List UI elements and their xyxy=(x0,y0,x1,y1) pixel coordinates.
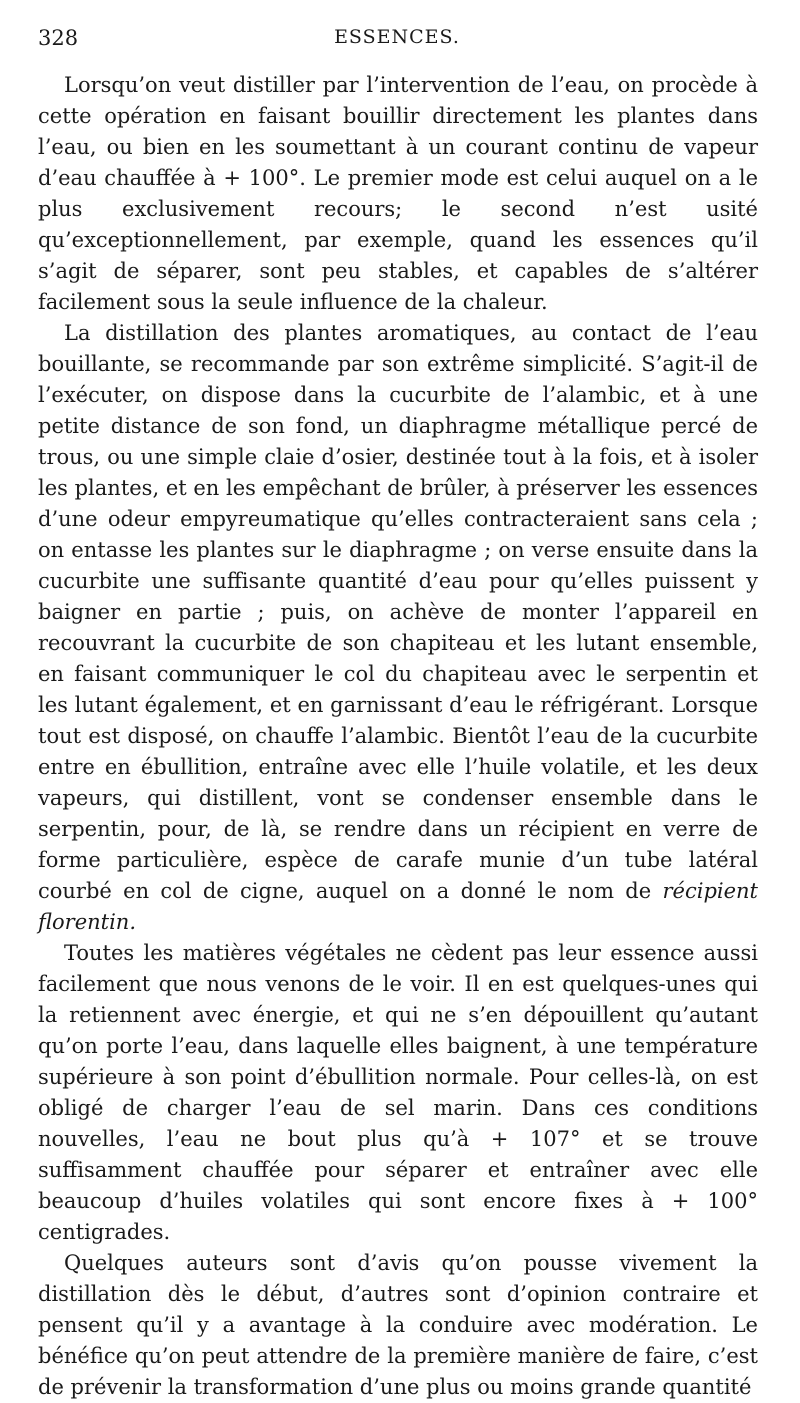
paragraph: Quelques auteurs sont d’avis qu’on pousse vivement la distillation dès le début, d’autres sont d’opinion contraire et pensent qu’il y a avantage à la conduire avec modération. Le bénéfice qu’on peut attendre de la première manière de faire, c’est de prévenir la transformation d’une plus ou moins grande quantité xyxy=(38,1251,758,1399)
paragraph: Toutes les matières végétales ne cèdent pas leur essence aussi facilement que nous venons de le voir. Il en est quelques-unes qui la retiennent avec énergie, et qui ne s’en dépouillent qu’autant qu’on porte l’eau, dans laquelle elles baignent, à une température supérieure à son point d’ébullition normale. Pour celles-là, on est obligé de charger l’eau de sel marin. Dans ces conditions nouvelles, l’eau ne bout plus qu’à + 107° et se trouve suffisamment chauffée pour séparer et entraîner avec elle beaucoup d’huiles volatiles qui sont encore fixes à + 100° centigrades. xyxy=(38,941,758,1244)
paragraph: Lorsqu’on veut distiller par l’intervention de l’eau, on procède à cette opération en faisant bouillir directement les plantes dans l’eau, ou bien en les soumettant à un courant continu de vapeur d’eau chauffée à + 100°. Le premier mode est celui auquel on a le plus exclusivement recours; le second n’est usité qu’exceptionnellement, par exemple, quand les essences qu’il s’agit de séparer, sont peu stables, et capables de s’altérer facilement sous la seule influence de la chaleur. xyxy=(38,73,758,314)
page-header xyxy=(38,26,756,60)
italic-term: récipient florentin. xyxy=(38,879,758,934)
body-text xyxy=(38,70,758,1403)
running-head: ESSENCES. xyxy=(334,26,460,48)
paragraph: La distillation des plantes aromatiques, au contact de l’eau bouillante, se recommande par son extrême simplicité. S’agit-il de l’exécuter, on dispose dans la cucurbite de l’alambic, et à une petite distance de son fond, un diaphragme métallique percé de trous, ou une simple claie d’osier, destinée tout à la fois, et à isoler les plantes, et en les empêchant de brûler, à préserver les essences d’une odeur empyreumatique qu’elles contracteraient sans cela ; on entasse les plantes sur le diaphragme ; on verse ensuite dans la cucurbite une suffisante quantité d’eau pour qu’elles puissent y baigner en partie ; puis, on achève de monter l’appareil en recouvrant la cucurbite de son chapiteau et les lutant ensemble, en faisant communiquer le col du chapiteau avec le serpentin et les lutant également, et en garnissant d’eau le réfrigérant. Lorsque tout est disposé, on chauffe l’alambic. Bientôt l’eau de la cucurbite entre en ébullition, entraîne avec elle l’huile volatile, et les deux vapeurs, qui distillent, vont se condenser ensemble dans le serpentin, pour, de là, se rendre dans un récipient en verre de forme particulière, espèce de carafe munie d’un tube latéral courbé en col de cigne, auquel on a donné le nom de récipient florentin. xyxy=(38,321,758,934)
page-number: 328 xyxy=(38,26,79,50)
